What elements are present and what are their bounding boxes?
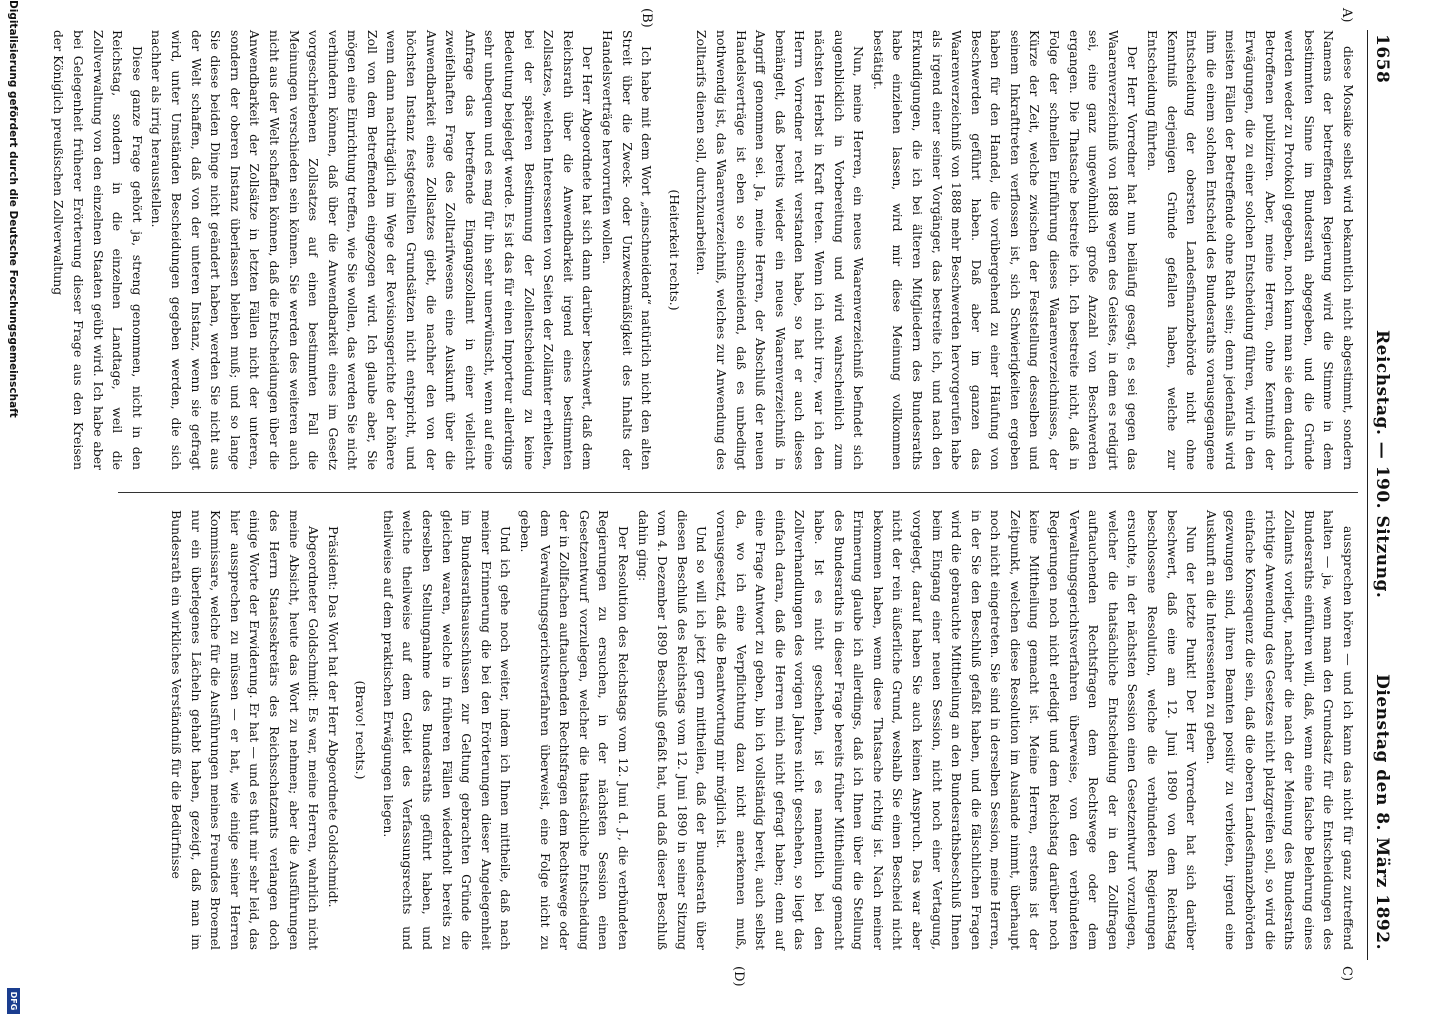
paragraph: Nun der letzte Punkt! Der Herr Vorredner hat sich darüber beschwert, daß eine am 12. Juni 1890 von dem Reichstag beschlossene Resolution, welche die verbündeten Regierungen ersuchte, in der nächsten Session einen Gesetzentwurf vorzulegen, welcher die thatsächliche Entscheidung der in den Zollfragen auftauchenden Rechtsfragen dem Rechtswege oder dem Verwaltungsgerichtsverfahren überweise, von den verbündeten Regierungen noch nicht erledigt und dem Reichstag darüber noch keine Mittheilung gemacht ist. Meine Herren, erstens ist der Zeitpunkt, welchen diese Resolution im Auslande nimmt, überhaupt noch nicht eingetreten. Sie sind in derselben Session, meine Herren, in der Sie den Beschluß gefaßt haben, und die fälschlichen Fragen wird die gebrauchte Mittheilung an den Bundesrathsbeschluß Ihnen beim Eingang einer neuen Session, nicht noch einer Vertagung, vorgelegt, darauf haben Sie auch keinen Anspruch. Das war aber nicht der rein äußerliche Grund, weshalb Sie einen Bescheid nicht bekommen haben, wenn diese Thatsache richtig ist. Nach meiner Erinnerung glaube ich allerdings, daß ich Ihnen über die Stellung des Bundesraths in dieser Frage bereits früher Mittheilung gemacht habe. Ist es nicht geschehen, ist es namentlich bei den Zollverhandlungen des vorigen Jahres nicht geschehen, so liegt das einfach daran, daß die Herren mich nicht gefragt haben; denn auf eine Frage Antwort zu geben, bin ich vollständig bereit, auch selbst da, wo ich eine Verpflichtung dazu nicht anerkennen muß, vorausgesetzt, daß die Beantwortung mir möglich ist. bbox=[714, 510, 1200, 950]
dfg-logo: DFG bbox=[7, 988, 20, 1014]
paragraph: Der Herr Abgeordnete hat sich dann darüber beschwert, daß dem Reichsrath über die Anwendbarkeit irgend eines bestimmten Zollsatzes, welchen Interessenten von Seiten der Zollämter erhielten, bei der späteren Bestimmung der Zollentscheidung zu keine Bedeutung beigelegt werde. Es ist das für einen Importeur allerdings sehr unbequem und es mag für ihn sehr unerwünscht, wenn auf eine Anfrage das betreffende Eingangszollamt in einer vielleicht zweifelhaften Frage des Zolltarifwesens eine Auskunft über die Anwendbarkeit eines Zollsatzes giebt, die nachher den von der höchsten Instanz festgestellten Grundsätzen nicht entspricht, und wenn dann nachträglich im Wege der Revisionsgerichte der höhere Zoll von dem Betreffenden eingezogen wird. Ich glaube aber, Sie mögen eine Einrichtung treffen, wie Sie wollen, das werden Sie nicht verhindern können, daß über die Anwendbarkeit eines im Gesetz vorgeschriebenen Zollsatzes auf einen bestimmten Fall die Meinungen verschieden sein können. Sie werden des weiteren auch nicht aus der Welt schaffen können, daß die Entscheidungen über die Anwendbarkeit der Zollsätze in letzten Fällen nicht der unteren, sondern der oberen Instanz überlassen bleiben muß; und so lange Sie diese beiden Dinge nicht geändert haben, werden Sie nicht aus der Welt schaffen, daß von der unteren Instanz, wenn sie gefragt wird, unter Umständen Bescheidungen gegeben werden, die sich nachher als irrig herausstellen. bbox=[149, 30, 596, 470]
margin-marker-b: (B) bbox=[639, 8, 654, 28]
funding-note: Digitalisierung gefördert durch die Deutsche Forschungsgemeinschaft bbox=[7, 0, 19, 418]
header-rule bbox=[1367, 30, 1368, 960]
page-sheet bbox=[51, 8, 1394, 987]
margin-marker-a: A) bbox=[1339, 8, 1354, 23]
paragraph: aussprechen hören — und ich kann das nicht für ganz zutreffend halten — ja, wenn man den Grundsatz für die Entscheidungen des Bundesraths einführen will, daß, wenn eine falsche Belehrung eines Zollamts vorliegt, nachher die nach der Meinung des Bundesraths richtige Anwendung des Gesetzes nicht platzgreifen soll, so wird die einfache Konsequenz die sein, daß die oberen Landesfinanzbehörden gezwungen sind, ihren Beamten positiv zu verbieten, irgend eine Auskunft an die Interessenten zu geben. bbox=[1203, 510, 1356, 950]
session-title: Reichstag. — 190. Sitzung. bbox=[1372, 330, 1392, 599]
paragraph: Und ich gehe noch weiter, indem ich Ihnen mittheile, daß nach meiner Erinnerung die bei den Erörterungen dieser Angelegenheit im Bundesrathsausschüssen zur Geltung gebrachten Gründe die gleichen waren, welche in früheren Fällen wiederholt bereits zu derselben Stellungnahme des Bundesraths geführt haben, und welche theilweise auf dem Gebiet des Verfassungsrechts und theilweise auf dem praktischen Erwägungen liegen. bbox=[380, 510, 514, 950]
page-header bbox=[1366, 30, 1394, 960]
interjection: (Bravo! rechts.) bbox=[353, 680, 369, 780]
paragraph: Abgeordneter Goldschmidt: Es war, meine Herren, wahrlich nicht meine Absicht, heute das Wort zu nehmen; aber die Ausführungen des Herrn Staatssekretärs des Reichsschatzamts verlangen doch einige Worte der Erwiderung. Er hat — und es thut mir sehr leid, das hier aussprechen zu müssen — er hat, wie einige seiner Herren Kommissare, welche für die Ausführungen meines Freundes Broemel nur ein überlegenes Lächeln gehabt haben, gezeigt, daß man im Bundesrath ein wirkliches Verständniß für die Bedürfnisse bbox=[168, 510, 322, 950]
paragraph: Diese ganze Frage gehört ja, streng genommen, nicht in den Reichstag, sondern in die einzelnen Landtage, weil die Zollverwaltung von den einzelnen Staaten geübt wird. Ich habe aber bei Gelegenheit früherer Erörterung dieser Frage aus den Kreisen der Königlich preußischen Zollverwaltung bbox=[51, 30, 145, 470]
left-column bbox=[51, 30, 1358, 470]
paragraph: Präsident: Das Wort hat der Herr Abgeordnete Goldschmidt. bbox=[325, 526, 341, 908]
margin-marker-c: C) bbox=[1339, 966, 1354, 982]
column-divider bbox=[118, 492, 1358, 493]
paragraph: diese Mosaike selbst wird bekanntlich nicht abgestimmt, sondern Namens der betreffenden Regierung wird die Stimme in dem bestimmten Sinne im Bundesrath abgegeben, und die Gründe werden weder zu Protokoll gegeben, noch kann man sie dem dadurch Betroffenen publiziren. Aber, meine Herren, ohne Kenntniß der Erwägungen, die zu einer solchen Entscheidung führen, wird in den meisten Fällen der Betreffende ohne Rath sein; denn jedenfalls wird ihm die einem solchen Entscheid des Bundesraths vorausgegangene Entscheidung der obersten Landesfinanzbehörde nicht ohne Kenntniß derjenigen Gründe gefallen haben, welche zur Entscheidung führten. bbox=[1145, 30, 1356, 470]
paragraph: Ich habe mit dem Wort „einschneidend“ natürlich nicht den alten Streit über die Zweck- oder Unzweckmäßigkeit des Inhalts der Handelsverträge hervorrufen wollen. bbox=[600, 30, 655, 470]
session-date: Dienstag den 8. März 1892. bbox=[1372, 674, 1392, 950]
digitization-footer bbox=[2, 0, 22, 1011]
margin-marker-d: (D) bbox=[731, 966, 746, 987]
interjection: (Heiterkeit rechts.) bbox=[666, 189, 682, 311]
paragraph: Nun, meine Herren, ein neues Waarenverzeichniß befindet sich augenblicklich in Vorbereitung und wird wahrscheinlich zum nächsten Herbst in Kraft treten. Wenn ich nicht irre, war ich den Herrn Vorredner recht verstanden habe, so hat er auch dieses bemängelt, daß bereits wieder ein neues Waarenverzeichniß in Angriff genommen sei. Ja, meine Herren, der Abschluß der neuen Handelsverträge ist eben so einschneidend, daß es unbedingt nothwendig ist, das Waarenverzeichniß, welches zur Anwendung des Zolltarifs dienen soll, durchzuarbeiten. bbox=[694, 30, 867, 470]
page-number: 1658 bbox=[1372, 34, 1392, 84]
paragraph: Der Herr Vorredner hat nun beiläufig gesagt, es sei gegen das Waarenverzeichniß von 1888 wegen des Geistes, in dem es redigirt sei, eine ganz ungewöhnlich große Anzahl von Beschwerden ergangen. Die Thatsache bestreite ich. Ich bestreite nicht, daß in Folge der schnellen Einführung dieses Waarenverzeichnisses, der Kürze der Zeit, welche zwischen der Feststellung desselben und seinem Inkrafttreten verflossen ist, sich Schwierigkeiten ergeben haben für den Handel, die vorübergehend zu einer Häufung von Beschwerden geführt haben. Daß aber im ganzen das Waarenverzeichniß von 1888 mehr Beschwerden hervorgerufen habe als irgend einer seiner Vorgänger, das bestreite ich, und nach den Erkundigungen, die ich bei älteren Mitgliedern des Bundesraths habe einziehen lassen, wird mir diese Meinung vollkommen bestätigt. bbox=[870, 30, 1141, 470]
paragraph: Und so will ich jetzt gern mittheilen, daß der Bundesrath über diesen Beschluß des Reichstags vom 12. Juni 1890 in seiner Sitzung vom 4. Dezember 1890 Beschluß gefaßt hat, und daß dieser Beschluß dahin ging: bbox=[635, 510, 710, 950]
right-column bbox=[118, 510, 1358, 950]
quoted-resolution: Der Resolution des Reichstags vom 12. Juni d. J., die verbündeten Regierungen zu ersuchen, in der nächsten Session einen Gesetzentwurf vorzulegen, welcher die thatsächliche Entscheidung der in Zollfachen auftauchenden Rechtsfragen dem Rechtswege oder dem Verwaltungsgerichtsverfahren überweist, eine Folge nicht zu geben. bbox=[518, 510, 632, 950]
